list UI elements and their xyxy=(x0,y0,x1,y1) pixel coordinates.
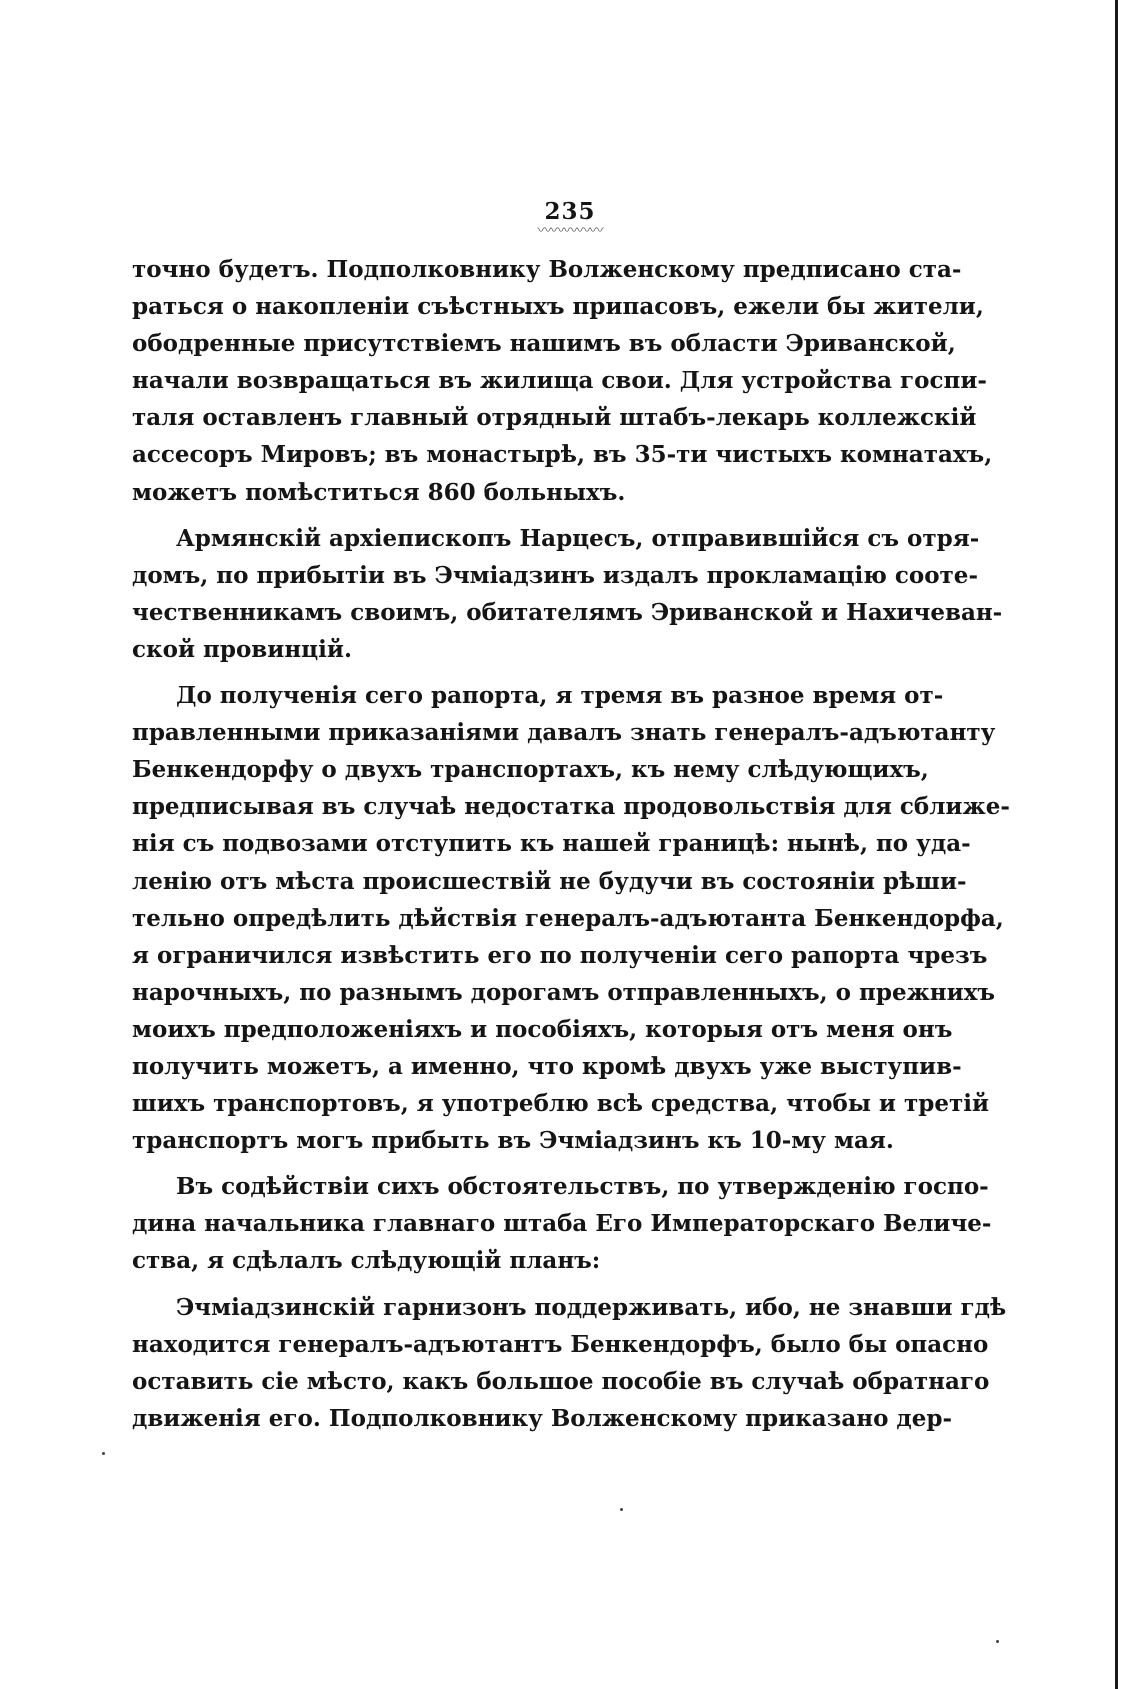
page-number: 235 xyxy=(544,198,596,225)
text-line: можетъ помѣститься 860 больныхъ. xyxy=(132,478,626,506)
text-line: находится генералъ-адъютантъ Бенкендорфъ, было бы опасно xyxy=(132,1330,989,1358)
scan-speck xyxy=(102,1452,105,1455)
text-line: нарочныхъ, по разнымъ дорогамъ отправленныхъ, о прежнихъ xyxy=(132,978,996,1006)
text-line: Эчміадзинскій гарнизонъ поддерживать, ибо, не знавши гдѣ xyxy=(176,1293,1007,1321)
text-line: правленными приказаніями давалъ знать генералъ-адъютанту xyxy=(132,719,996,747)
page-edge xyxy=(1115,0,1118,1689)
text-line: дина начальника главнаго штаба Его Императорскаго Величе- xyxy=(132,1210,992,1238)
scan-speck xyxy=(620,1508,623,1511)
text-line: шихъ транспортовъ, я употреблю всѣ средства, чтобы и третій xyxy=(132,1090,989,1118)
text-line: предписывая въ случаѣ недостатка продовольствія для сближе- xyxy=(132,793,1010,821)
text-line: начали возвращаться въ жилища свои. Для устройства госпи- xyxy=(132,367,987,395)
text-line: Армянскій архіепископъ Нарцесъ, отправившійся съ отря- xyxy=(176,524,980,552)
paragraph xyxy=(132,1289,1007,1437)
text-line: ской провинцій. xyxy=(132,635,352,663)
text-line: раться о накопленіи съѣстныхъ припасовъ, ежели бы жители, xyxy=(132,293,984,321)
paragraph xyxy=(132,677,1010,1159)
text-line: оставить сіе мѣсто, какъ большое пособіе въ случаѣ обратнаго xyxy=(132,1367,990,1395)
scan-speck xyxy=(996,1640,999,1643)
body-text xyxy=(132,251,1010,1446)
paragraph xyxy=(132,251,993,511)
text-line: получить можетъ, а именно, что кромѣ двухъ уже выступив- xyxy=(132,1052,962,1080)
text-line: таля оставленъ главный отрядный штабъ-лекарь коллежскій xyxy=(132,404,977,432)
text-line: транспортъ могъ прибыть въ Эчміадзинъ къ 10-му мая. xyxy=(132,1127,894,1155)
text-line: чественникамъ своимъ, обитателямъ Эриванской и Нахичеван- xyxy=(132,598,1003,626)
text-line: точно будетъ. Подполковнику Волженскому предписано ста- xyxy=(132,256,962,283)
text-line: ободренные присутствіемъ нашимъ въ области Эриванской, xyxy=(132,330,956,358)
text-line: Въ содѣйствіи сихъ обстоятельствъ, по утвержденію госпо- xyxy=(176,1173,989,1201)
text-line: До полученія сего рапорта, я тремя въ разное время от- xyxy=(176,682,944,710)
paragraph xyxy=(132,1168,992,1279)
text-line: движенія его. Подполковнику Волженскому приказано дер- xyxy=(132,1404,953,1432)
paragraph xyxy=(132,520,1003,668)
text-line: домъ, по прибытіи въ Эчміадзинъ издалъ прокламацію соотe- xyxy=(132,561,978,589)
text-line: ассесоръ Мировъ; въ монастырѣ, въ 35-ти чистыхъ комнатахъ, xyxy=(132,441,993,469)
text-line: ства, я сдѣлалъ слѣдующій планъ: xyxy=(132,1247,601,1275)
text-line: тельно опредѣлить дѣйствія генералъ-адъютанта Бенкендорфа, xyxy=(132,904,1004,932)
page-number-ornament: 〰〰〰〰〰 xyxy=(537,223,603,239)
text-line: моихъ предположеніяхъ и пособіяхъ, которыя отъ меня онъ xyxy=(132,1015,953,1043)
text-line: Бенкендорфу о двухъ транспортахъ, къ нему слѣдующихъ, xyxy=(132,756,929,784)
text-line: ленію отъ мѣста происшествій не будучи въ состояніи рѣши- xyxy=(132,867,967,895)
text-line: я ограничился извѣстить его по полученіи сего рапорта чрезъ xyxy=(132,941,988,969)
text-line: нія съ подвозами отступить къ нашей границѣ: нынѣ, по уда- xyxy=(132,830,971,858)
